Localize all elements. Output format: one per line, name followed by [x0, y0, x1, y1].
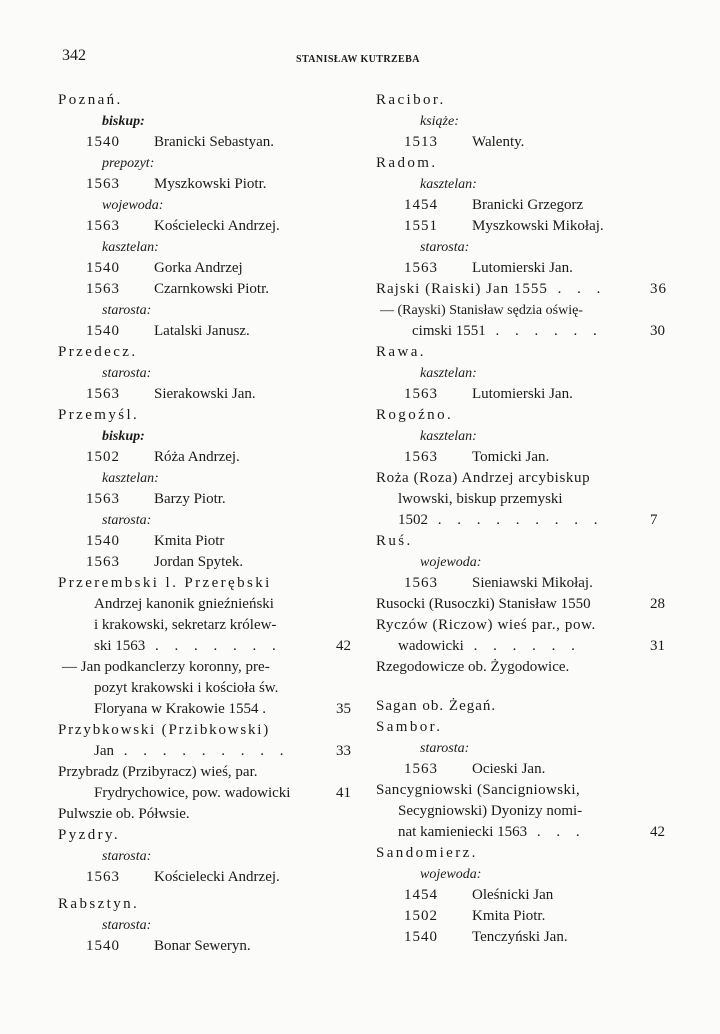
entry-year: 1502	[404, 908, 438, 924]
person-heading: Przybkowski (Przibkowski)	[58, 722, 271, 738]
page-ref: 30	[650, 323, 665, 339]
entry-line	[376, 216, 676, 237]
entry-name: Latalski Janusz.	[154, 323, 250, 339]
entry-name: Kościelecki Andrzej.	[154, 869, 280, 885]
entry-line	[376, 195, 676, 216]
entry-year: 1563	[86, 218, 120, 234]
entry-year: 1563	[404, 761, 438, 777]
entry-line	[376, 885, 676, 906]
person-continuation: — (Rayski) Stanisław sędzia oświę-	[380, 303, 583, 318]
person-text: 1502	[398, 512, 428, 528]
person-text: Rusocki (Rusoczki) Stanisław 1550	[376, 596, 591, 612]
entry-year: 1540	[86, 533, 120, 549]
person-continuation	[376, 822, 676, 843]
entry-year: 1551	[404, 218, 438, 234]
page-ref: 33	[336, 743, 351, 759]
entry-line	[376, 759, 676, 780]
dot-leader: . . .	[527, 824, 586, 840]
person-text: Jan	[94, 743, 114, 759]
entry-line	[58, 867, 354, 888]
entry-line	[376, 927, 676, 948]
entry-line	[376, 258, 676, 279]
entry-year: 1540	[86, 260, 120, 276]
person-continuation	[376, 636, 676, 657]
entry-year: 1513	[404, 134, 438, 150]
office-label: biskup:	[102, 114, 145, 129]
entry-name: Branicki Grzegorz	[472, 197, 584, 213]
office-label: starosta:	[420, 240, 470, 255]
entry-line	[58, 552, 354, 573]
entry-year: 1563	[404, 260, 438, 276]
entry-line	[58, 216, 354, 237]
person-continuation: pozyt krakowski i kościoła św.	[94, 680, 279, 696]
entry-name: Walenty.	[472, 134, 525, 150]
office-label: wojewoda:	[102, 198, 164, 213]
entry-year: 1563	[86, 176, 120, 192]
person-continuation	[376, 321, 676, 342]
place-heading: Sambor.	[376, 719, 443, 735]
person-text: ski 1563	[94, 638, 146, 654]
entry-year: 1563	[86, 281, 120, 297]
entry-year: 1563	[404, 449, 438, 465]
office-label: starosta:	[102, 918, 152, 933]
dot-leader: . . .	[547, 281, 607, 297]
entry-year: 1454	[404, 887, 438, 903]
entry-line	[58, 174, 354, 195]
entry-year: 1563	[86, 869, 120, 885]
cross-reference: Rzegodowicze ob. Żygodowice.	[376, 659, 570, 675]
person-continuation	[58, 636, 354, 657]
entry-name: Lutomierski Jan.	[472, 386, 573, 402]
office-label: książe:	[420, 114, 459, 129]
place-heading: Sandomierz.	[376, 845, 478, 861]
entry-year: 1502	[86, 449, 120, 465]
person-continuation: lwowski, biskup przemyski	[398, 491, 563, 507]
page-number: 342	[62, 47, 86, 64]
page-ref: 36	[650, 281, 667, 297]
entry-line	[58, 936, 354, 957]
entry-name: Ocieski Jan.	[472, 761, 546, 777]
entry-name: Bonar Seweryn.	[154, 938, 251, 954]
office-label: wojewoda:	[420, 555, 482, 570]
place-heading: Rabsztyn.	[58, 896, 140, 912]
entry-name: Barzy Piotr.	[154, 491, 226, 507]
person-continuation	[376, 510, 676, 531]
office-label: kasztelan:	[102, 471, 159, 486]
entry-name: Tenczyński Jan.	[472, 929, 568, 945]
cross-reference: Sagan ob. Żegań.	[376, 698, 497, 714]
person-text: Rajski (Raiski) Jan 1555	[376, 281, 548, 297]
entry-name: Myszkowski Piotr.	[154, 176, 267, 192]
entry-year: 1563	[404, 386, 438, 402]
dot-leader: . . . . . . .	[145, 638, 282, 654]
place-heading: Przedecz.	[58, 344, 138, 360]
place-heading: Poznań.	[58, 92, 123, 108]
entry-line	[58, 132, 354, 153]
entry-name: Sierakowski Jan.	[154, 386, 256, 402]
dot-leader: . . . . . .	[463, 638, 581, 654]
page-ref: 28	[650, 596, 665, 612]
cross-reference: Pulwszie ob. Półwsie.	[58, 806, 190, 822]
office-label: starosta:	[102, 303, 152, 318]
entry-year: 1540	[86, 323, 120, 339]
office-label: kasztelan:	[420, 366, 477, 381]
person-continuation	[58, 783, 354, 804]
person-heading	[376, 279, 676, 300]
page-ref: 41	[336, 785, 351, 801]
entry-line	[376, 384, 676, 405]
person-heading: Sancygniowski (Sancigniowski,	[376, 782, 581, 798]
person-continuation: — Jan podkanclerzy koronny, pre-	[62, 659, 270, 675]
entry-year: 1540	[86, 938, 120, 954]
right-column	[376, 90, 676, 948]
place-heading: Radom.	[376, 155, 438, 171]
entry-year: 1540	[404, 929, 438, 945]
office-label: starosta:	[102, 849, 152, 864]
person-text: cimski 1551	[412, 323, 486, 339]
office-label: starosta:	[420, 741, 470, 756]
entry-year: 1563	[86, 554, 120, 570]
person-heading: Roża (Roza) Andrzej arcybiskup	[376, 470, 591, 486]
page-ref: 42	[336, 638, 351, 654]
left-column	[58, 90, 354, 957]
office-label: wojewoda:	[420, 867, 482, 882]
dot-leader: . . . . . . . . .	[114, 743, 290, 759]
entry-line	[376, 573, 676, 594]
entry-line	[58, 384, 354, 405]
place-heading: Rawa.	[376, 344, 426, 360]
person-continuation: i krakowski, sekretarz królew-	[94, 617, 277, 633]
place-heading: Ryczów (Riczow) wieś par., pow.	[376, 617, 596, 633]
office-label: starosta:	[102, 366, 152, 381]
place-heading: Przybradz (Przibyracz) wieś, par.	[58, 764, 258, 780]
entry-name: Kmita Piotr.	[472, 908, 546, 924]
page-ref: 31	[650, 638, 665, 654]
person-continuation	[58, 699, 354, 720]
entry-year: 1563	[404, 575, 438, 591]
entry-line	[58, 489, 354, 510]
office-label: kasztelan:	[420, 177, 477, 192]
entry-name: Kościelecki Andrzej.	[154, 218, 280, 234]
entry-line	[376, 132, 676, 153]
entry-name: Oleśnicki Jan	[472, 887, 554, 903]
office-label: prepozyt:	[102, 156, 155, 171]
entry-year: 1454	[404, 197, 438, 213]
office-label: kasztelan:	[102, 240, 159, 255]
office-label: starosta:	[102, 513, 152, 528]
person-text: nat kamieniecki 1563	[398, 824, 528, 840]
person-text: Frydrychowice, pow. wadowicki	[94, 785, 291, 801]
entry-line	[58, 258, 354, 279]
place-heading: Pyzdry.	[58, 827, 121, 843]
entry-name: Branicki Sebastyan.	[154, 134, 274, 150]
entry-line	[58, 531, 354, 552]
person-heading: Przerembski l. Przerębski	[58, 575, 272, 591]
person-text: wadowicki	[398, 638, 464, 654]
office-label: biskup:	[102, 429, 145, 444]
dot-leader: . . . . . .	[485, 323, 603, 339]
place-heading: Racibor.	[376, 92, 446, 108]
person-continuation: Secygniowski) Dyonizy nomi-	[398, 803, 583, 819]
running-head: STANISŁAW KUTRZEBA	[296, 54, 420, 65]
entry-name: Kmita Piotr	[154, 533, 225, 549]
office-label: kasztelan:	[420, 429, 477, 444]
entry-line	[376, 906, 676, 927]
entry-name: Jordan Spytek.	[154, 554, 244, 570]
page-ref: 42	[650, 824, 665, 840]
dot-leader: . . . . . . . . .	[428, 512, 604, 528]
place-heading: Ruś.	[376, 533, 413, 549]
entry-name: Gorka Andrzej	[154, 260, 243, 276]
entry-year: 1563	[86, 491, 120, 507]
entry-year: 1540	[86, 134, 120, 150]
entry-line	[58, 279, 354, 300]
place-heading: Rogoźno.	[376, 407, 454, 423]
entry-name: Tomicki Jan.	[472, 449, 550, 465]
entry-name: Lutomierski Jan.	[472, 260, 573, 276]
entry-line	[376, 447, 676, 468]
page-ref: 7	[650, 512, 658, 528]
entry-name: Czarnkowski Piotr.	[154, 281, 269, 297]
person-continuation: Andrzej kanonik gnieźnieński	[94, 596, 274, 612]
entry-name: Myszkowski Mikołaj.	[472, 218, 604, 234]
page-ref: 35	[336, 701, 351, 717]
entry-year: 1563	[86, 386, 120, 402]
entry-line	[58, 447, 354, 468]
person-text: Floryana w Krakowie 1554 .	[94, 701, 267, 717]
entry-name: Sieniawski Mikołaj.	[472, 575, 593, 591]
person-heading	[376, 594, 676, 615]
person-continuation	[58, 741, 354, 762]
place-heading: Przemyśl.	[58, 407, 140, 423]
entry-line	[58, 321, 354, 342]
entry-name: Róża Andrzej.	[154, 449, 240, 465]
